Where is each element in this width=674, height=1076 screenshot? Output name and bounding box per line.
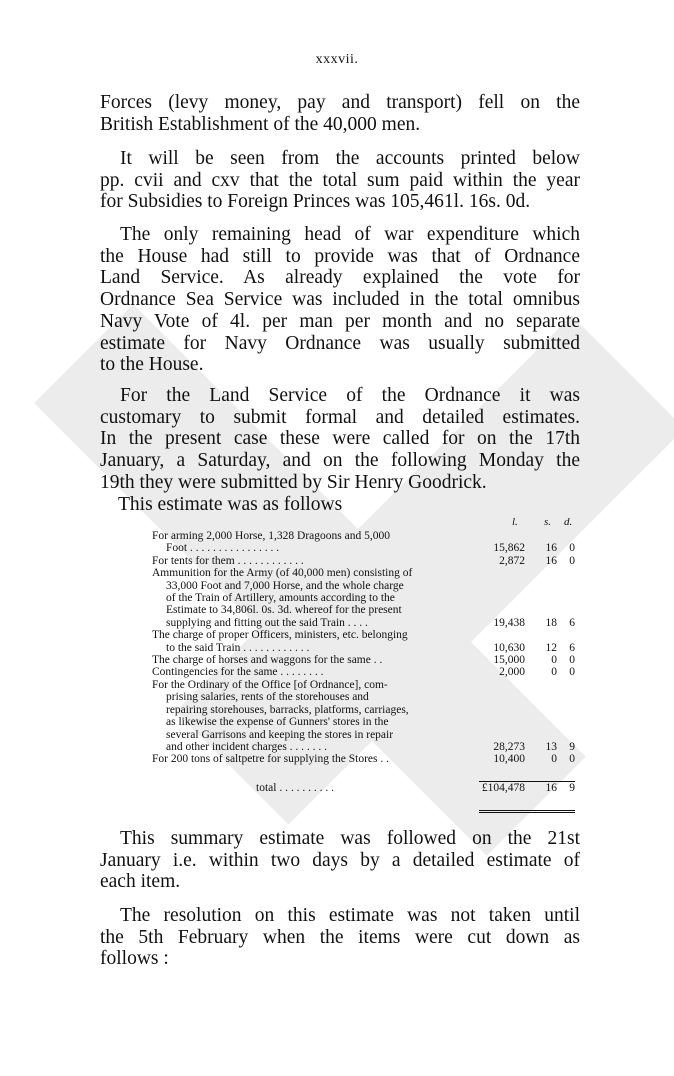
text-line: British Establishment of the 40,000 men. <box>100 113 421 135</box>
estimate-intro: This estimate was as follows <box>118 494 343 515</box>
text-line: The only remaining head of war expenditure which <box>120 224 580 245</box>
amount-pounds: 19,438 <box>493 616 525 629</box>
total-double-rule <box>479 810 575 811</box>
estimate-item-description <box>152 555 465 567</box>
amount-pence: 0 <box>569 666 575 679</box>
estimate-item-line: prising salaries, rents of the storehouses and <box>166 691 369 704</box>
paragraph <box>100 224 580 376</box>
text-line: each item. <box>100 871 181 893</box>
amount-pence: 0 <box>569 753 575 766</box>
text-line: January, a Saturday, and on the following Monday the <box>100 450 580 472</box>
estimate-item-line: The charge of horses and waggons for the same . . <box>152 654 383 667</box>
amount-pounds: £104,478 <box>481 781 525 794</box>
estimate-item-line: to the said Train . . . . . . . . . . . . <box>166 641 310 654</box>
amount-pence: 0 <box>569 654 575 667</box>
text-line: Land Service. As already explained the vote for <box>100 267 580 289</box>
amount-shillings: 16 <box>545 781 557 794</box>
estimate-item-description <box>152 782 465 794</box>
text-line: Forces (levy money, pay and transport) fell on the <box>100 92 580 113</box>
text-line: estimate for Navy Ordnance was usually submitted <box>100 332 580 354</box>
amount-pounds: 28,273 <box>493 740 525 753</box>
estimate-table <box>152 530 577 794</box>
estimate-item-description <box>152 679 465 753</box>
estimate-item-line: Contingencies for the same . . . . . . . . <box>152 666 324 679</box>
estimate-item-description <box>152 567 465 629</box>
paragraph <box>100 905 580 970</box>
amount-pounds: 10,400 <box>493 753 525 766</box>
estimate-row <box>152 567 577 629</box>
estimate-item-line: Foot . . . . . . . . . . . . . . . . <box>166 542 280 555</box>
amount-pence: 9 <box>569 740 575 753</box>
estimate-row <box>152 666 577 678</box>
amount-pence: 0 <box>569 554 575 567</box>
total-double-rule <box>479 812 575 813</box>
estimate-item-description <box>152 654 465 666</box>
text-line: In the present case these were called for on the 17th <box>100 428 580 450</box>
amount-pounds: 15,000 <box>493 654 525 667</box>
estimate-total-row <box>152 782 577 794</box>
amount-pence: 6 <box>569 641 575 654</box>
amount-pounds: 10,630 <box>493 641 525 654</box>
text-line: for Subsidies to Foreign Princes was 105,461l. 16s. 0d. <box>100 191 531 213</box>
text-line: Ordnance Sea Service was included in the total omnibus <box>100 289 580 311</box>
total-rule <box>479 781 575 782</box>
amount-pence: 6 <box>569 616 575 629</box>
estimate-row <box>152 629 577 654</box>
amount-pence: 9 <box>569 781 575 794</box>
amount-shillings: 0 <box>551 666 557 679</box>
text-line: 19th they were submitted by Sir Henry Goodrick. <box>100 471 487 493</box>
estimate-item-line: of the Train of Artillery, amounts according to the <box>166 592 395 605</box>
estimate-row <box>152 654 577 666</box>
paragraph <box>100 385 580 494</box>
text-line: the House had still to provide was that of Ordnance <box>100 245 580 267</box>
estimate-item-line: For tents for them . . . . . . . . . . . . <box>152 554 304 567</box>
text-line: For the Land Service of the Ordnance it was <box>120 385 580 406</box>
text-line: to the House. <box>100 354 204 376</box>
text-line: The resolution on this estimate was not taken until <box>120 905 580 926</box>
text-line: follows : <box>100 948 169 970</box>
amount-shillings: 0 <box>551 654 557 667</box>
amount-shillings: 16 <box>545 542 557 555</box>
estimate-total-label: total . . . . . . . . . . <box>256 781 334 794</box>
estimate-item-line: supplying and fitting out the said Train . . . . <box>166 616 368 629</box>
text-line: This summary estimate was followed on the 21st <box>120 828 580 849</box>
amount-pounds: 2,000 <box>499 666 525 679</box>
estimate-item-line: as likewise the expense of Gunners' stores in the <box>166 716 389 729</box>
estimate-item-description <box>152 666 465 678</box>
paragraph <box>100 828 580 893</box>
text-line: Navy Vote of 4l. per man per month and no separate <box>100 310 580 332</box>
estimate-item-line: several Garrisons and keeping the stores in repair <box>166 728 394 741</box>
estimate-item-line: For the Ordinary of the Office [of Ordnance], com- <box>152 678 388 691</box>
estimate-row <box>152 753 577 765</box>
text-line: pp. cvii and cxv that the total sum paid within the year <box>100 169 580 191</box>
estimate-item-description <box>152 629 465 654</box>
pence-header: d. <box>564 516 573 528</box>
estimate-item-line: The charge of proper Officers, ministers, etc. belonging <box>152 629 408 642</box>
text-line: It will be seen from the accounts printed below <box>120 148 580 169</box>
paragraph <box>100 92 580 135</box>
estimate-item-line: Estimate to 34,806l. 0s. 3d. whereof for the present <box>166 604 402 617</box>
estimate-row <box>152 530 577 555</box>
estimate-item-line: For 200 tons of saltpetre for supplying the Stores . . <box>152 753 390 766</box>
amount-shillings: 0 <box>551 753 557 766</box>
estimate-item-description <box>152 753 465 765</box>
amount-shillings: 12 <box>545 641 557 654</box>
estimate-item-line: repairing storehouses, barracks, platforms, carriages, <box>166 703 409 716</box>
amount-pounds: 2,872 <box>499 554 525 567</box>
amount-shillings: 16 <box>545 554 557 567</box>
amount-pence: 0 <box>569 542 575 555</box>
amount-shillings: 13 <box>545 740 557 753</box>
page-number: xxxvii. <box>315 52 359 67</box>
estimate-row <box>152 679 577 753</box>
paragraph <box>100 148 580 213</box>
pounds-header: l. <box>512 516 518 528</box>
estimate-row <box>152 555 577 567</box>
text-line: customary to submit formal and detailed estimates. <box>100 406 580 428</box>
estimate-item-line: Ammunition for the Army (of 40,000 men) consisting of <box>152 567 413 580</box>
text-line: the 5th February when the items were cut down as <box>100 926 580 948</box>
estimate-item-description <box>152 530 465 555</box>
amount-shillings: 18 <box>545 616 557 629</box>
amount-pounds: 15,862 <box>493 542 525 555</box>
shillings-header: s. <box>544 516 552 528</box>
estimate-item-line: 33,000 Foot and 7,000 Horse, and the whole charge <box>166 579 404 592</box>
text-line: January i.e. within two days by a detailed estimate of <box>100 849 580 871</box>
estimate-item-line: and other incident charges . . . . . . . <box>166 740 328 753</box>
estimate-item-line: For arming 2,000 Horse, 1,328 Dragoons and 5,000 <box>152 530 390 542</box>
